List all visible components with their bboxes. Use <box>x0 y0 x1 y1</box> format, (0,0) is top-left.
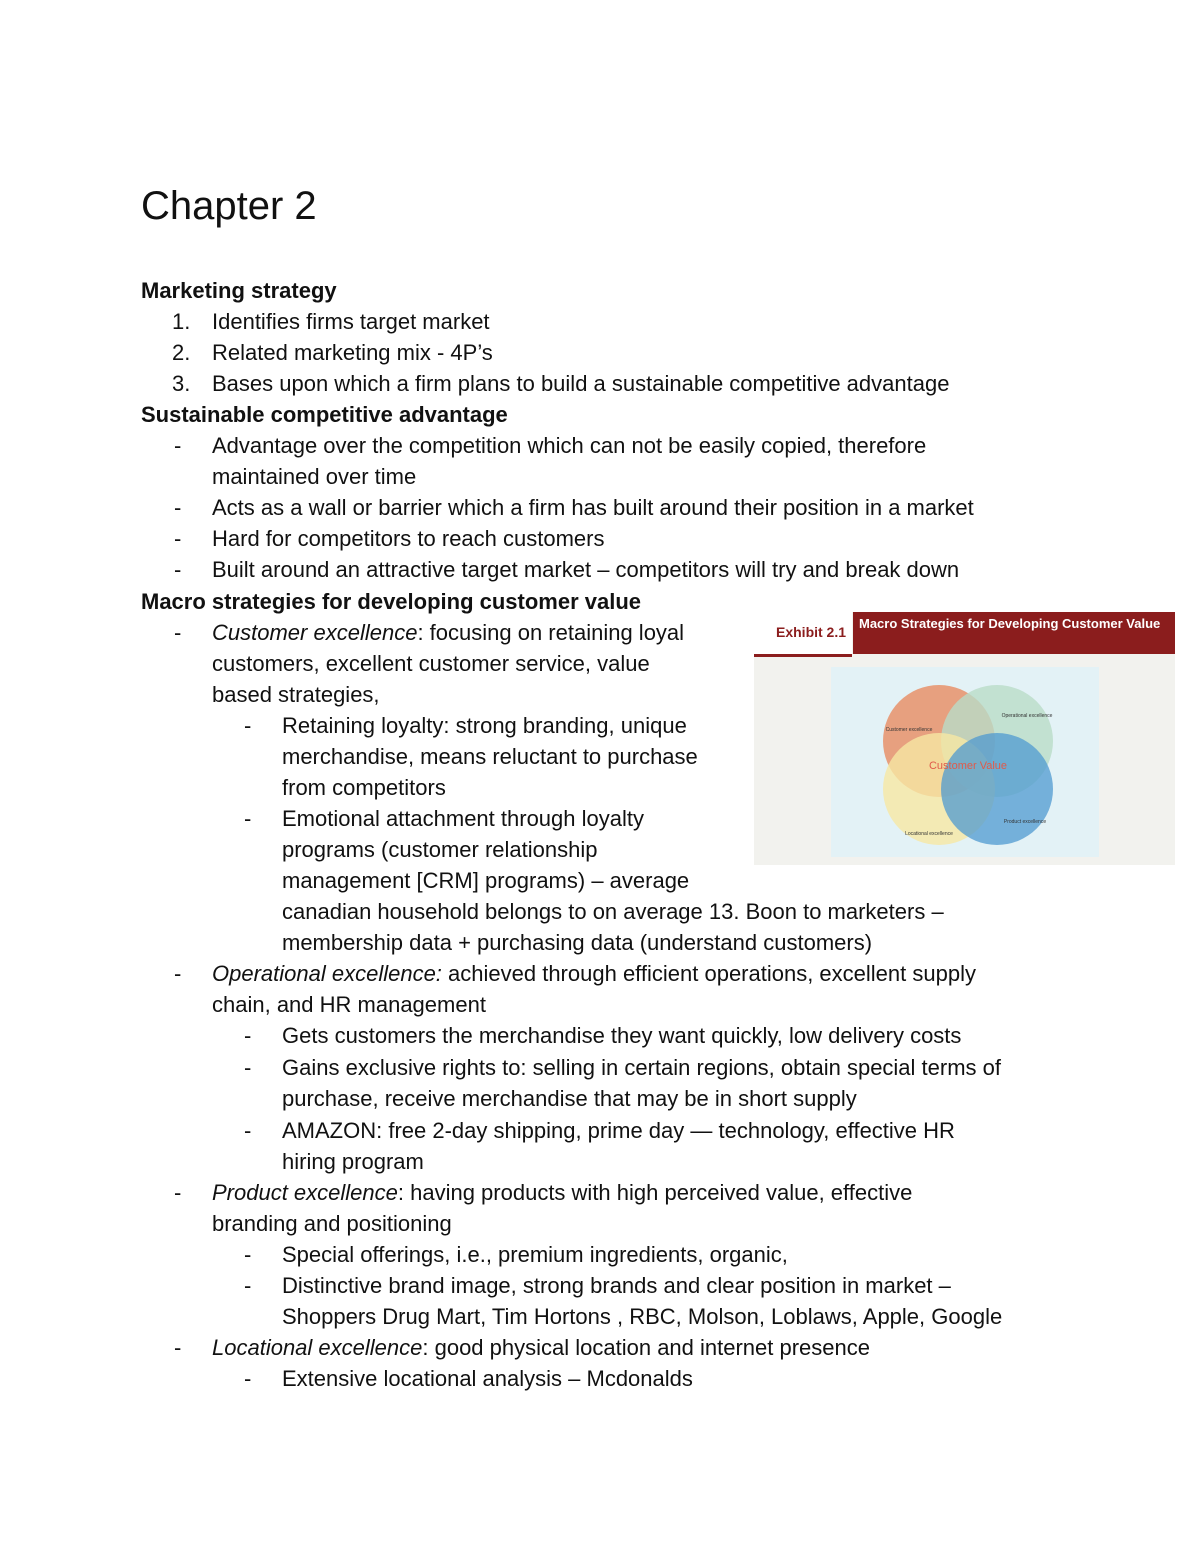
sub-list-item: Extensive locational analysis – Mcdonalds <box>282 1366 693 1391</box>
venn-circle-product <box>941 733 1053 845</box>
section-heading-marketing-strategy: Marketing strategy <box>141 278 337 303</box>
sub-list-item-continuation: programs (customer relationship <box>282 837 598 862</box>
list-item-operational-excellence: Operational excellence: achieved through efficient operations, excellent supply <box>212 961 976 986</box>
exhibit-figure <box>754 612 1175 865</box>
bullet-dash: - <box>174 526 182 551</box>
bullet-dash: - <box>174 433 182 458</box>
sub-list-item: Retaining loyalty: strong branding, unique <box>282 713 687 738</box>
bullet-dash: - <box>174 557 182 582</box>
bullet-dash: - <box>244 806 252 831</box>
sub-list-item: Special offerings, i.e., premium ingredients, organic, <box>282 1242 788 1267</box>
sub-list-item: Gets customers the merchandise they want quickly, low delivery costs <box>282 1023 962 1048</box>
venn-label-locational: Locational excellence <box>905 831 953 837</box>
list-item-continuation: customers, excellent customer service, value <box>212 651 650 676</box>
list-item: Acts as a wall or barrier which a firm has built around their position in a market <box>212 495 974 520</box>
venn-center-label: Customer Value <box>928 760 1008 772</box>
list-item: Advantage over the competition which can not be easily copied, therefore <box>212 433 927 458</box>
venn-label-operational: Operational excellence <box>1001 713 1053 719</box>
list-item-continuation: maintained over time <box>212 464 417 489</box>
sub-list-item-continuation: membership data + purchasing data (understand customers) <box>282 930 873 955</box>
sub-list-item-continuation: merchandise, means reluctant to purchase <box>282 744 698 769</box>
sub-list-item: AMAZON: free 2-day shipping, prime day — technology, effective HR <box>282 1118 955 1143</box>
bullet-dash: - <box>244 713 252 738</box>
bullet-dash: - <box>244 1023 252 1048</box>
exhibit-label: Exhibit 2.1 <box>776 624 847 640</box>
bullet-dash: - <box>244 1242 252 1267</box>
bullet-dash: - <box>174 961 182 986</box>
list-number: 1. <box>172 309 191 334</box>
sub-list-item-continuation: hiring program <box>282 1149 424 1174</box>
list-number: 3. <box>172 371 191 396</box>
venn-svg <box>831 667 1099 857</box>
bullet-dash: - <box>174 1180 182 1205</box>
venn-diagram <box>831 667 1099 857</box>
list-item: Identifies firms target market <box>212 309 490 334</box>
exhibit-title: Macro Strategies for Developing Customer Value <box>853 612 1175 654</box>
sub-list-item: Distinctive brand image, strong brands and clear position in market – <box>282 1273 951 1298</box>
list-item-product-excellence: Product excellence: having products with high perceived value, effective <box>212 1180 913 1205</box>
exhibit-label-box <box>754 612 852 657</box>
list-item-customer-excellence: Customer excellence: focusing on retaining loyal <box>212 620 685 645</box>
list-item-locational-excellence: Locational excellence: good physical location and internet presence <box>212 1335 871 1360</box>
term-customer-excellence: Customer excellence <box>212 620 418 645</box>
sub-list-item-continuation: management [CRM] programs) – average <box>282 868 690 893</box>
page-title: Chapter 2 <box>141 184 317 228</box>
sub-list-item: Emotional attachment through loyalty <box>282 806 644 831</box>
term-operational-excellence: Operational excellence: <box>212 961 442 986</box>
sub-list-item: Gains exclusive rights to: selling in certain regions, obtain special terms of <box>282 1055 1002 1080</box>
list-item: Hard for competitors to reach customers <box>212 526 605 551</box>
list-item: Related marketing mix - 4P’s <box>212 340 493 365</box>
list-number: 2. <box>172 340 191 365</box>
section-heading-macro-strategies: Macro strategies for developing customer value <box>141 589 642 614</box>
term-product-excellence: Product excellence <box>212 1180 398 1205</box>
list-item: Bases upon which a firm plans to build a sustainable competitive advantage <box>212 371 950 396</box>
list-item: Built around an attractive target market – competitors will try and break down <box>212 557 960 582</box>
list-item-continuation: based strategies, <box>212 682 380 707</box>
section-heading-sca: Sustainable competitive advantage <box>141 402 508 427</box>
bullet-dash: - <box>174 495 182 520</box>
list-item-continuation: chain, and HR management <box>212 992 486 1017</box>
sub-list-item-continuation: Shoppers Drug Mart, Tim Hortons , RBC, Molson, Loblaws, Apple, Google <box>282 1304 1003 1329</box>
bullet-dash: - <box>244 1055 252 1080</box>
sub-list-item-continuation: from competitors <box>282 775 446 800</box>
sub-list-item-continuation: purchase, receive merchandise that may be in short supply <box>282 1086 857 1111</box>
list-item-continuation: branding and positioning <box>212 1211 452 1236</box>
venn-label-product: Product excellence <box>1003 819 1047 825</box>
sub-list-item-continuation: canadian household belongs to on average 13. Boon to marketers – <box>282 899 944 924</box>
bullet-dash: - <box>174 1335 182 1360</box>
term-locational-excellence: Locational excellence <box>212 1335 423 1360</box>
bullet-dash: - <box>174 620 182 645</box>
bullet-dash: - <box>244 1118 252 1143</box>
venn-label-customer: Customer excellence <box>885 727 933 733</box>
bullet-dash: - <box>244 1366 252 1391</box>
bullet-dash: - <box>244 1273 252 1298</box>
